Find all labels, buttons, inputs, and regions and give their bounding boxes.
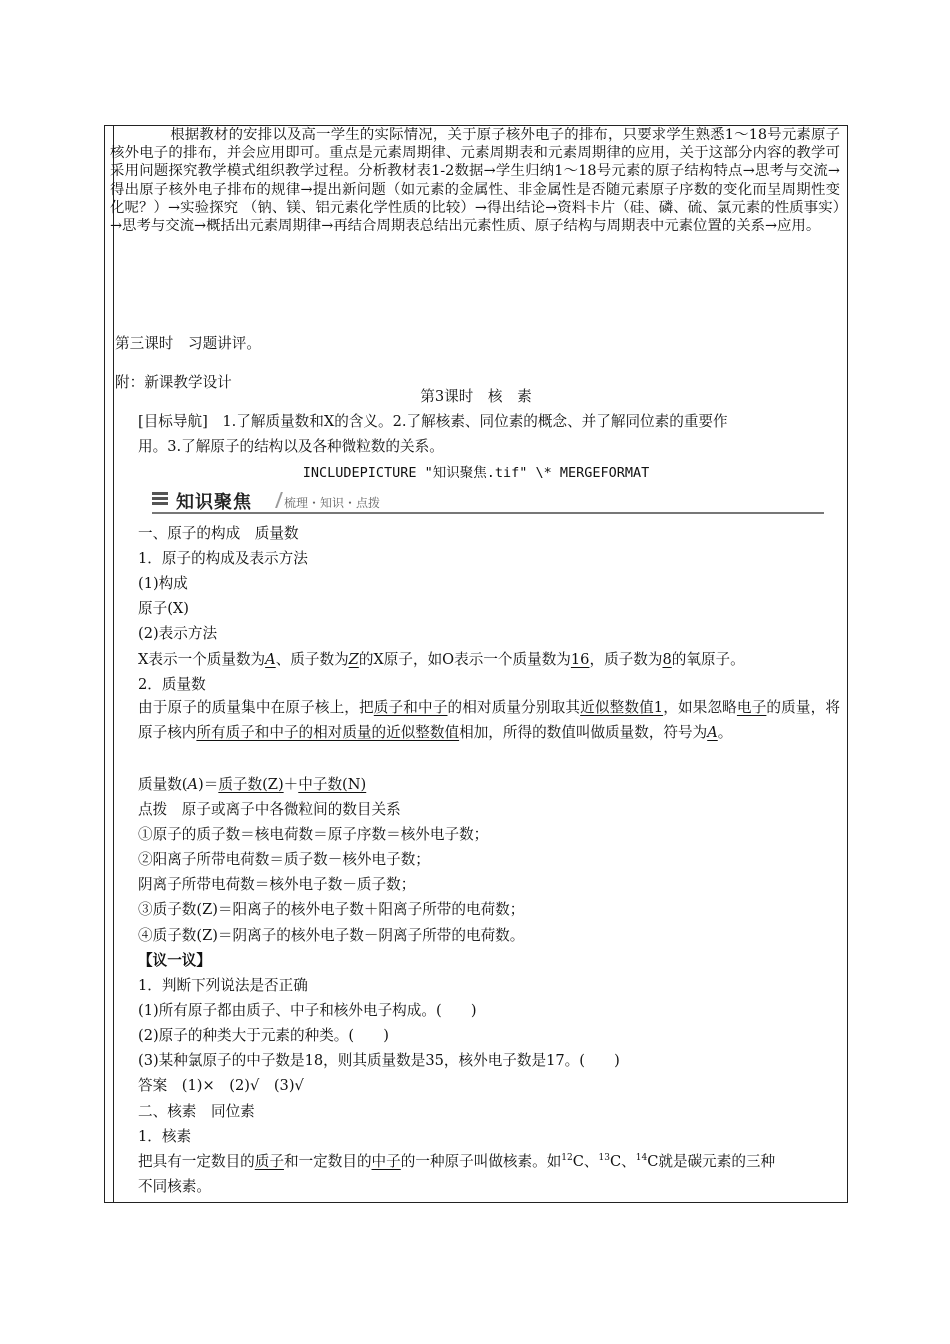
tip-line: 点拨 原子或离子中各微粒间的数目关系 (138, 801, 401, 818)
goals-line-2: 用。3.了解原子的结构以及各种微粒数的关系。 (138, 438, 444, 455)
section1-heading: 一、原子的构成 质量数 (138, 525, 299, 542)
atom-label: 原子(X) (138, 600, 189, 617)
section1-c2: (2)表示方法 (138, 625, 218, 642)
section2-h1: 1．核素 (138, 1128, 192, 1145)
goals-label: [目标导航] (138, 413, 208, 430)
section1-h1: 1．原子的构成及表示方法 (138, 550, 308, 567)
knowledge-banner (152, 488, 824, 514)
section1-h2: 2．质量数 (138, 676, 206, 693)
section2-heading: 二、核素 同位素 (138, 1103, 255, 1120)
discuss-answer: 答案 (1)× (2)√ (3)√ (138, 1077, 304, 1094)
third-lesson: 第三课时 习题讲评。 (115, 335, 261, 352)
discuss-q3: (3)某种氯原子的中子数是18，则其质量数是35，核外电子数是17。( ) (138, 1052, 620, 1069)
section1-c1: (1)构成 (138, 575, 188, 592)
banner-stripes-icon (152, 492, 168, 508)
nuclide-definition: 把具有一定数目的质子和一定数目的中子的一种原子叫做核素。如$^{12}$C、$^{13}$C、$^{14}$C就是碳元素的三种 (138, 1153, 776, 1170)
relation-2: ②阳离子所带电荷数＝质子数－核外电子数； (138, 851, 430, 868)
discuss-question: 1．判断下列说法是否正确 (138, 977, 308, 994)
goals-line-1: [目标导航] 1.了解质量数和X的含义。2.了解核素、同位素的概念、并了解同位素的重要作 (138, 413, 728, 430)
mass-formula: 质量数(A)＝质子数(Z)＋中子数(N) (138, 776, 367, 793)
nuclide-definition-cont: 不同核素。 (138, 1178, 211, 1195)
relation-3: 阴离子所带电荷数＝核外电子数－质子数； (138, 876, 416, 893)
appendix: 附：新课教学设计 (115, 374, 232, 391)
banner-title: 知识聚焦 (176, 492, 252, 513)
relation-5: ④质子数(Z)＝阴离子的核外电子数－阴离子所带的电荷数。 (138, 927, 525, 944)
relation-1: ①原子的质子数＝核电荷数＝原子序数＝核外电子数； (138, 826, 489, 843)
discuss-q1: (1)所有原子都由质子、中子和核外电子构成。( ) (138, 1002, 477, 1019)
discuss-heading: 【议一议】 (138, 952, 211, 969)
lesson-title: 第3课时 核 素 (420, 388, 532, 405)
banner-divider-icon (265, 492, 283, 508)
include-field: INCLUDEPICTURE "知识聚焦.tif" \* MERGEFORMAT (302, 465, 650, 481)
mass-number-paragraph: 由于原子的质量集中在原子核上，把质子和中子的相对质量分别取其近似整数值1，如果忽略电子的质量，将原子核内所有质子和中子的相对质量的近似整数值相加，所得的数值叫做质量数，符号为A。 (138, 699, 840, 741)
discuss-q2: (2)原子的种类大于元素的种类。( ) (138, 1027, 389, 1044)
relation-4: ③质子数(Z)＝阳离子的核外电子数＋阳离子所带的电荷数； (138, 901, 525, 918)
representation-line: X表示一个质量数为A、质子数为Z的X原子，如O表示一个质量数为16，质子数为8的氧原子。 (138, 651, 745, 668)
banner-subtitle: 梳理・知识・点拨 (284, 496, 381, 510)
intro-paragraph: 根据教材的安排以及高一学生的实际情况，关于原子核外电子的排布，只要求学生熟悉1～18号元素原子核外电子的排布，并会应用即可。重点是元素周期律、元素周期表和元素周期律的应用，关于这部分内容的教学可采用问题探究教学模式组织教学过程。分析教材表1-2数据→学生归纳1～18号元素的原子结构特点→思考与交流→得出原子核外电子排布的规律→提出新问题（如元素的金属性、非金属性是否随元素原子序数的变化而呈周期性变化呢？）→实验探究 （钠、镁、铝元素化学性质的比较）→得出结论→资料卡片（硅、磷、硫、氯元素的性质事实）→思考与交流→概括出元素周期律→再结合周期表总结出元素性质、原子结构与周期表中元素位置的关系→应用。 (110, 127, 840, 235)
